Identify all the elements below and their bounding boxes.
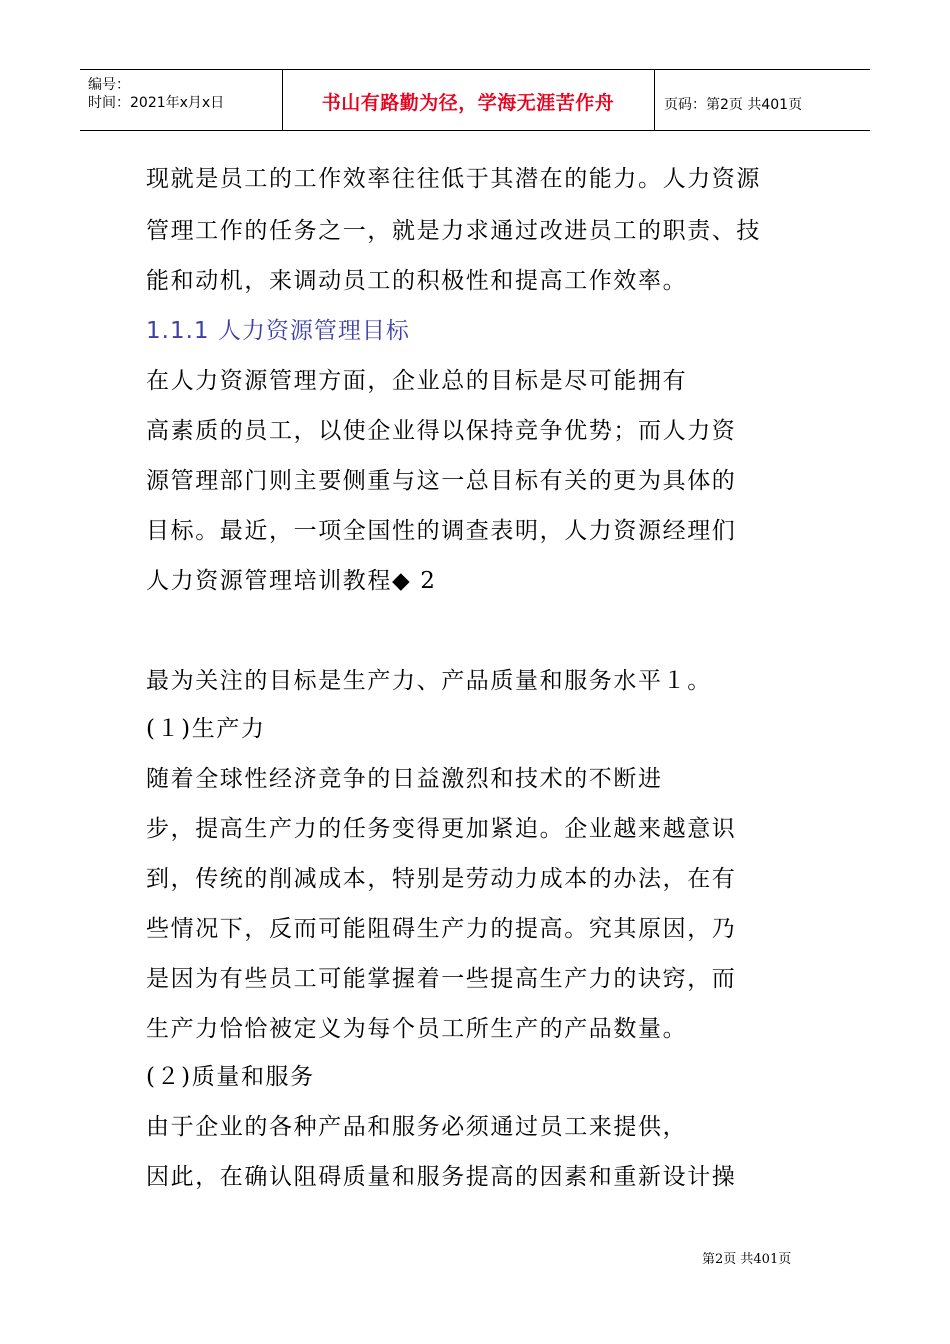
header-left-cell <box>80 70 283 130</box>
running-footer-text: 人力资源管理培训教程◆ 2 <box>146 568 437 594</box>
body-line: 最为关注的目标是生产力、产品质量和服务水平１。 <box>146 668 712 694</box>
subheading: (１)生产力 <box>146 716 266 742</box>
body-line: 生产力恰恰被定义为每个员工所生产的产品数量。 <box>146 1016 688 1042</box>
subheading: (２)质量和服务 <box>146 1064 315 1090</box>
body-line: 管理工作的任务之一，就是力求通过改进员工的职责、技 <box>146 218 761 244</box>
header-right-cell <box>654 70 870 130</box>
document-number-label: 编号： <box>88 77 130 93</box>
body-line: 步，提高生产力的任务变得更加紧迫。企业越来越意识 <box>146 816 737 842</box>
header-motto: 书山有路勤为径，学海无涯苦作舟 <box>321 92 615 114</box>
body-line: 源管理部门则主要侧重与这一总目标有关的更为具体的 <box>146 468 737 494</box>
body-line: 些情况下，反而可能阻碍生产力的提高。究其原因，乃 <box>146 916 737 942</box>
body-line: 能和动机，来调动员工的积极性和提高工作效率。 <box>146 268 688 294</box>
page-header <box>80 69 870 131</box>
body-line: 随着全球性经济竞争的日益激烈和技术的不断进 <box>146 766 663 792</box>
document-time-label: 时间：2021年x月x日 <box>88 95 225 111</box>
body-line: 目标。最近，一项全国性的调查表明，人力资源经理们 <box>146 518 737 544</box>
body-line: 到，传统的削减成本，特别是劳动力成本的办法，在有 <box>146 866 737 892</box>
body-line: 是因为有些员工可能掌握着一些提高生产力的诀窍，而 <box>146 966 737 992</box>
body-line: 因此，在确认阻碍质量和服务提高的因素和重新设计操 <box>146 1164 737 1190</box>
body-line: 高素质的员工，以使企业得以保持竞争优势；而人力资 <box>146 418 737 444</box>
section-heading: 1.1.1 人力资源管理目标 <box>146 318 410 344</box>
page-footer-number: 第2页 共401页 <box>702 1252 792 1267</box>
body-line: 在人力资源管理方面，企业总的目标是尽可能拥有 <box>146 368 688 394</box>
body-line: 由于企业的各种产品和服务必须通过员工来提供， <box>146 1114 688 1140</box>
header-middle-cell <box>282 70 655 130</box>
header-page-number: 页码：第2页 共401页 <box>664 97 803 113</box>
body-line: 现就是员工的工作效率往往低于其潜在的能力。人力资源 <box>146 166 761 192</box>
